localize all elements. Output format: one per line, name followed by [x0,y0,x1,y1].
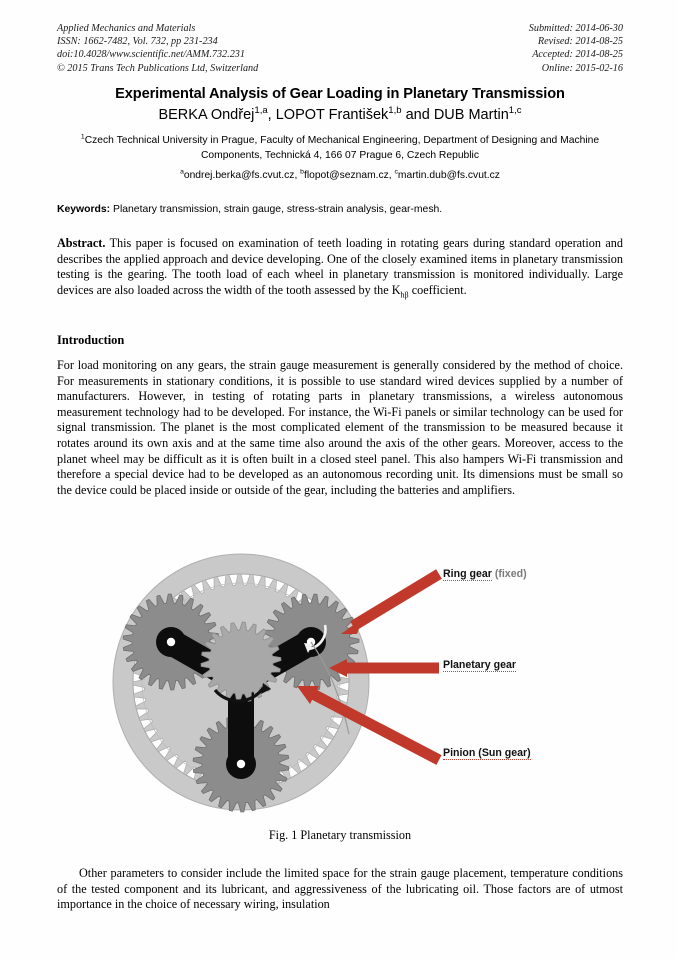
journal-header-left [57,22,258,75]
journal-issn: ISSN: 1662-7482, Vol. 732, pp 231-234 [57,36,218,48]
page-title: Experimental Analysis of Gear Loading in Planetary Transmission [115,86,565,102]
label-ring-gear [443,568,527,580]
callout-arrow-ring-gear [341,574,439,634]
keywords-label: Keywords: [57,204,111,215]
closing-paragraph: Other parameters to consider include the limited space for the strain gauge placement, temperature conditions of the tested component and its lubricant, and aggressiveness of the lubricating oil. Those factors are of utmost importance in the choice of necessary wiring, insulation [57,866,623,912]
journal-doi: doi:10.4028/www.scientific.net/AMM.732.231 [57,49,245,61]
keywords-line [57,203,623,217]
label-planetary-gear-text: Planetary gear [443,659,517,671]
date-accepted: Accepted: 2014-08-25 [532,49,623,61]
date-revised: Revised: 2014-08-25 [537,36,623,48]
label-pinion [443,747,531,759]
author-emails: $^a$ondrej.berka@fs.cvut.cz, $^b$flopot@seznam.cz, $^c$martin.dub@fs.cvut.cz [180,168,500,181]
figure-caption: Fig. 1 Planetary transmission [268,828,412,842]
label-ring-gear-bold: Ring gear [443,568,492,580]
label-ring-gear-suffix: (fixed) [494,568,527,580]
keywords-text: Planetary transmission, strain gauge, stress-strain analysis, gear-mesh. [113,204,443,215]
figure-planetary-transmission [57,538,623,828]
planet-pin-3 [237,760,245,768]
label-planetary-gear [443,659,516,671]
introduction-paragraph: For load monitoring on any gears, the strain gauge measurement is generally considered by the method of choice. For measurements in stationary conditions, it is possible to use standard wired devices supplied by a number of manufacturers. However, in testing of rotating parts in planetary transmissions, a wireless autonomous measurement technology had to be developed. For instance, the Wi-Fi panels or similar technology can be used for signal transmission. The planet is the most complicated element of the transmission to be measured because it rotates around its own axis and at the same time also around the axis of the other gears. Moreover, access to the planet wheel may be difficult as it is often built in a closed steel panel. This also hampers Wi-Fi transmission and therefore a special device had to be developed as an autonomous recording unit. Its dimensions must be small so the device could be placed inside or outside of the gear, including the batteries and amplifiers. [57,358,623,497]
abstract-label: Abstract. [57,236,106,250]
planet-pin-1 [167,638,175,646]
journal-copyright: © 2015 Trans Tech Publications Ltd, Switzerland [57,62,259,74]
affiliation: $^1$Czech Technical University in Prague, Faculty of Mechanical Engineering, Department of Designing and Machine Components, Technická 4, 166 07 Prague 6, Czech Republic [80,133,600,161]
label-pinion-text: Pinion (Sun gear) [443,747,531,759]
date-online: Online: 2015-02-16 [541,62,623,74]
journal-name: Applied Mechanics and Materials [57,23,196,34]
section-heading-introduction: Introduction [57,333,125,347]
journal-header [57,22,623,75]
callout-arrow-planetary-gear [329,659,439,677]
abstract-block: Abstract. This paper is focused on examination of teeth loading in rotating gears during standard operation and describes the applied approach and device developing. One of the closely examined items in planetary transmission testing is the gearing. The tooth load of each wheel in planetary transmission is monitored individually. Large devices are also loaded across the width of the tooth assessed by the $K_{h\beta}$ coefficient. [57,236,623,300]
journal-header-right [529,22,623,75]
date-submitted: Submitted: 2014-06-30 [528,23,623,34]
author-list: BERKA Ondřej$^{1,a}$, LOPOT František$^{1,b}$ and DUB Martin$^{1,c}$ [158,105,522,123]
planetary-gear-diagram [57,538,623,828]
